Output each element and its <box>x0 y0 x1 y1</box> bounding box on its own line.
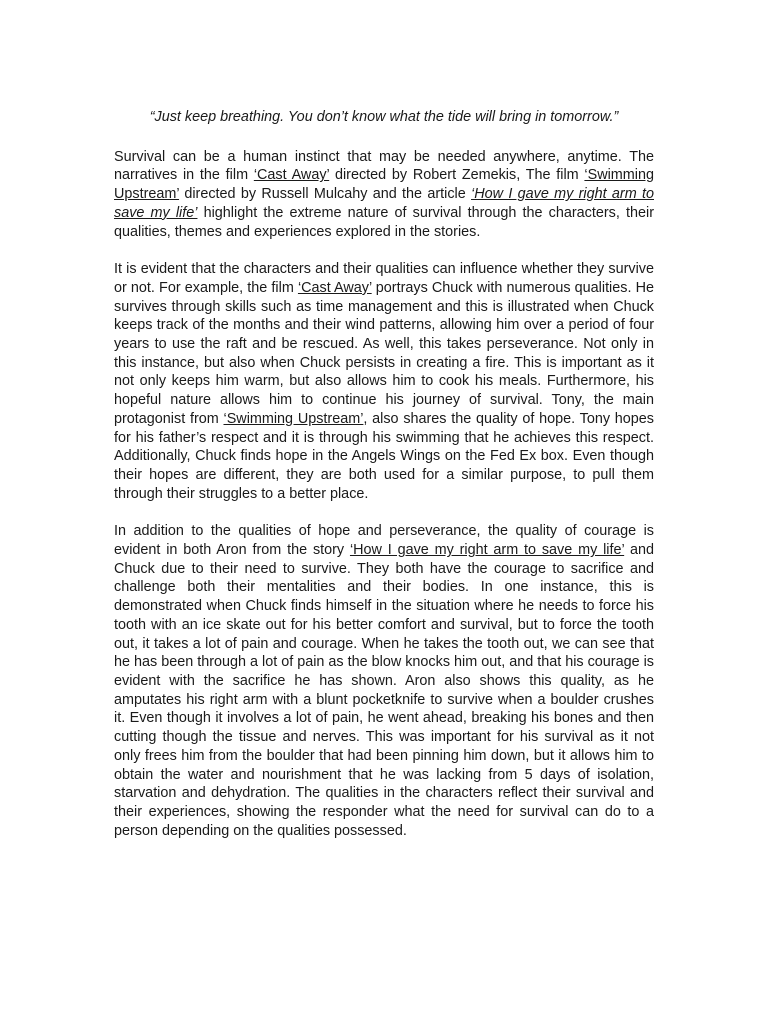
film-title-swimming-upstream: ‘Swimming Upstream’ <box>114 167 654 203</box>
paragraph-intro <box>114 148 654 242</box>
text-run: highlight the extreme nature of survival through the characters, their qualities, themes and experiences explored in the stories. <box>114 204 654 240</box>
paragraph-characters <box>114 260 654 503</box>
film-title-cast-away: ‘Cast Away’ <box>297 279 372 296</box>
essay-page <box>114 108 654 859</box>
text-run: , also shares the quality of hope. Tony hopes for his father’s respect and it is through his swimming that he achieves this respect. Additionally, Chuck finds hope in the Angels Wings on the Fed Ex box. Even though their hopes are different, they are both used for a similar purpose, to pull them through their struggles to a better place. <box>114 410 655 502</box>
text-run: It is evident that the characters and their qualities can influence whether they survive or not. For example, the film <box>114 261 654 296</box>
text-run: directed by Robert Zemekis, The film <box>329 167 585 184</box>
text-run: directed by Russell Mulcahy and the article <box>179 186 472 203</box>
article-title: ‘How I gave my right arm to save my life’ <box>349 542 625 559</box>
epigraph-quote: “Just keep breathing. You don’t know what the tide will bring in tomorrow.” <box>149 109 619 125</box>
text-run: Survival can be a human instinct that may be needed anywhere, anytime. The narratives in the film <box>114 148 654 184</box>
text-run: portrays Chuck with numerous qualities. He survives through skills such as time management and this is illustrated when Chuck keeps track of the months and their wind patterns, allowing him over a period of four years to use the raft and be rescued. As well, this takes perseverance. Not only in this instance, but also when Chuck persists in creating a fire. This is important as it not only keeps him warm, but also allows him to cook his meals. Furthermore, his hopeful nature allows him to continue his journey of survival. Tony, the main protagonist from <box>114 279 654 427</box>
article-title: ‘How I gave my right arm to save my life’ <box>114 186 654 221</box>
text-run: In addition to the qualities of hope and perseverance, the quality of courage is evident in both Aron from the story <box>114 523 654 559</box>
paragraph-courage <box>114 522 654 840</box>
text-run: and Chuck due to their need to survive. They both have the courage to sacrifice and challenge both their mentalities and their bodies. In one instance, this is demonstrated when Chuck finds himself in the situation where he needs to force his tooth with an ice skate out for his better comfort and survival, but to force the tooth out, it takes a lot of pain and courage. When he takes the tooth out, we can see that he has been through a lot of pain as the blow knocks him out, and that his courage is evident with the sacrifice he has shown. Aron also shows this quality, as he amputates his right arm with a blunt pocketknife to survive when a boulder crushes it. Even though it involves a lot of pain, he went ahead, breaking his bones and then cutting though the tissue and nerves. This was important for his survival as it not only frees him from the boulder that had been pinning him down, but it allows him to obtain the water and nourishment that he was lacking from 5 days of isolation, starvation and dehydration. The qualities in the characters reflect their survival and their experiences, showing the responder what the need for survival can do to a person depending on the qualities possessed. <box>114 542 654 839</box>
film-title-swimming-upstream: ‘Swimming Upstream’ <box>223 410 364 427</box>
film-title-cast-away: ‘Cast Away’ <box>253 167 330 184</box>
